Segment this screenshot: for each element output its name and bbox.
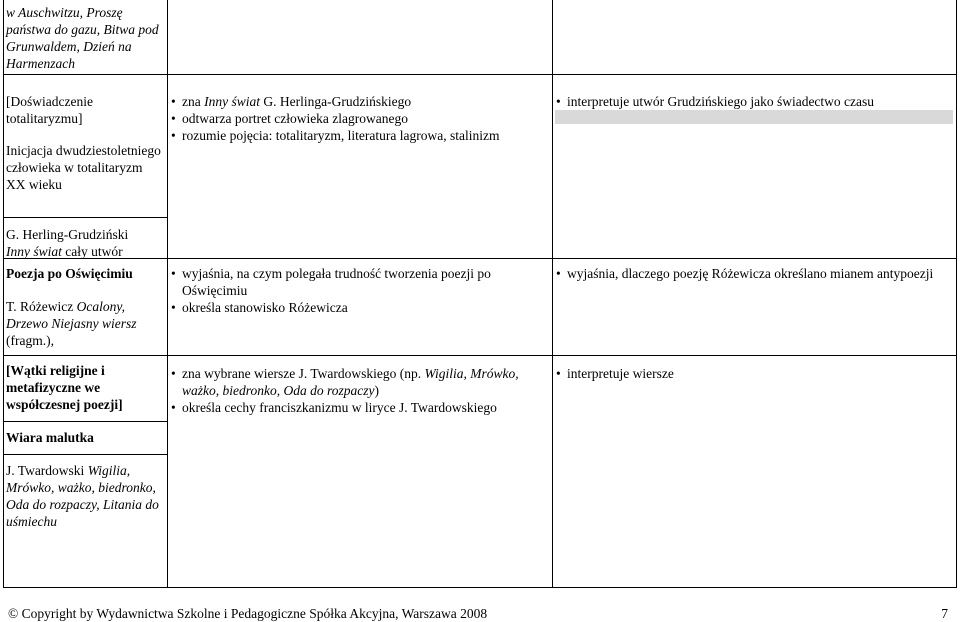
page-number: 7 — [941, 606, 948, 621]
requirement-item: • wyjaśnia, na czym polegała trudność tworzenia poezji po Oświęcimiu — [170, 265, 545, 299]
row-divider — [4, 355, 956, 356]
row-divider — [4, 217, 167, 218]
reading-cell — [6, 226, 161, 260]
works-list: w Auschwitzu, Proszę państwa do gazu, Bitwa pod Grunwaldem, Dzień na Harmenzach — [6, 5, 159, 71]
basic-requirements-cell — [170, 93, 545, 144]
topic-cell — [6, 429, 161, 446]
requirement-item: • interpretuje wiersze — [555, 365, 955, 382]
requirement-item: • określa stanowisko Różewicza — [170, 299, 545, 316]
requirement-item: • odtwarza portret człowieka zlagrowanego — [170, 110, 545, 127]
reading-cell: T. Różewicz Ocalony, Drzewo Niejasny wiersz (fragm.), — [6, 299, 137, 348]
topic-cell — [6, 265, 161, 282]
requirement-item: • określa cechy franciszkanizmu w liryce J. Twardowskiego — [170, 399, 545, 416]
section-heading: [Doświadczenie totalitaryzmu] — [6, 94, 93, 126]
topic-cell — [6, 142, 161, 193]
topic-title: Poezja po Oświęcimiu — [6, 266, 133, 281]
topic-cell — [6, 362, 161, 413]
topic-cell — [6, 4, 161, 72]
section-heading: [Wątki religijne i metafizyczne we współczesnej poezji] — [6, 363, 123, 412]
row-divider — [4, 74, 956, 75]
shaded-band — [555, 110, 953, 124]
topic-title: Wiara malutka — [6, 430, 94, 445]
extended-requirements-cell — [555, 265, 955, 282]
work-scope: cały utwór — [61, 244, 123, 259]
column-divider — [167, 0, 168, 588]
page-footer — [8, 605, 952, 622]
topic-cell — [6, 93, 161, 127]
reading-cell: J. Twardowski Wigilia, Mrówko, ważko, biedronko, Oda do rozpaczy, Litania do uśmiechu — [6, 463, 159, 529]
row-divider — [4, 454, 167, 455]
extended-requirements-cell — [555, 365, 955, 382]
requirement-item: • wyjaśnia, dlaczego poezję Różewicza określano mianem antypoezji — [555, 265, 955, 282]
topic-title: Inicjacja dwudziestoletniego człowieka w totalitaryzm XX wieku — [6, 143, 161, 192]
extended-requirements-cell — [555, 93, 955, 124]
copyright-notice: © Copyright by Wydawnictwa Szkolne i Pedagogiczne Spółka Akcyjna, Warszawa 2008 — [8, 606, 488, 621]
work-title: Inny świat — [6, 244, 62, 259]
basic-requirements-cell — [170, 265, 545, 316]
author: G. Herling-Grudziński — [6, 227, 129, 242]
column-divider — [552, 0, 553, 588]
basic-requirements-cell — [170, 365, 545, 416]
requirement-item: • interpretuje utwór Grudzińskiego jako świadectwo czasu — [555, 93, 955, 110]
row-divider — [4, 421, 167, 422]
requirement-item: • zna Inny świat G. Herlinga-Grudzińskiego — [170, 93, 545, 110]
requirement-item: • rozumie pojęcia: totalitaryzm, literatura lagrowa, stalinizm — [170, 127, 545, 144]
requirement-item: • zna wybrane wiersze J. Twardowskiego (np. Wigilia, Mrówko, ważko, biedronko, Oda do rozpaczy) — [170, 365, 545, 399]
